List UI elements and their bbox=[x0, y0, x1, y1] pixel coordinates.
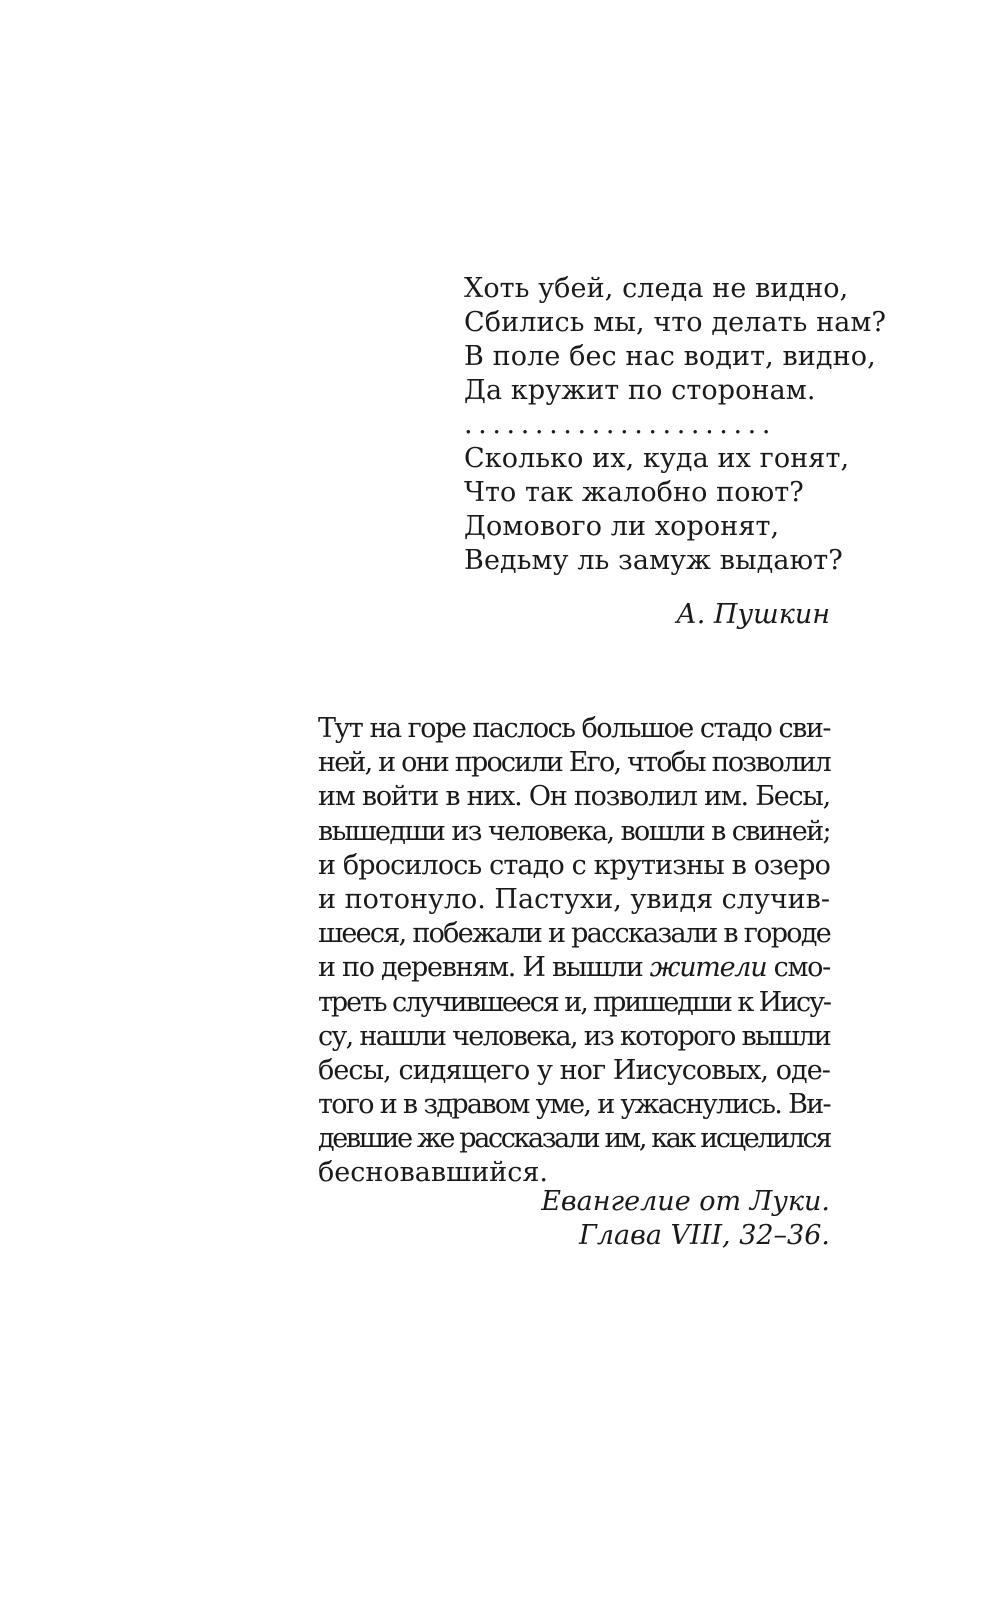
poem-line: Домового ли хоронят, bbox=[464, 511, 780, 542]
gospel-attribution-chapter: Глава VIII, 32–36. bbox=[578, 1220, 830, 1251]
gospel-line-text: и по деревням. И вышли bbox=[318, 952, 650, 984]
poem-ellipsis-divider: ...................... bbox=[464, 409, 777, 440]
gospel-line: Тут на горе паслось большое стадо сви- bbox=[318, 713, 830, 744]
gospel-line: су, нашли человека, из которого вышли bbox=[318, 1020, 830, 1052]
poem-line: Да кружит по сторонам. bbox=[464, 375, 816, 406]
gospel-line: шееся, побежали и рассказали в городе bbox=[318, 918, 830, 950]
gospel-line: треть случившееся и, пришедши к Иису- bbox=[318, 986, 830, 1018]
gospel-line: того и в здравом уме, и ужаснулись. Ви- bbox=[318, 1089, 830, 1121]
gospel-line: вышедши из человека, вошли в свиней; bbox=[318, 815, 830, 847]
poem-line: В поле бес нас водит, видно, bbox=[464, 341, 876, 372]
gospel-line-with-emphasis bbox=[318, 951, 830, 985]
poem-epigraph bbox=[464, 272, 887, 578]
poem-line: Что так жалобно поют? bbox=[464, 477, 804, 508]
poem-line: Хоть убей, следа не видно, bbox=[464, 273, 849, 304]
gospel-line: бесы, сидящего у ног Иисусовых, оде- bbox=[318, 1054, 830, 1086]
emphasized-word: жители bbox=[649, 952, 767, 984]
gospel-line: и потонуло. Пастухи, увидя случив- bbox=[318, 883, 830, 915]
gospel-line: ней, и они просили Его, чтобы позволил bbox=[318, 747, 830, 779]
poem-attribution: А. Пушкин bbox=[676, 599, 830, 630]
poem-line: Ведьму ль замуж выдают? bbox=[464, 545, 843, 576]
poem-line: Сколько их, куда их гонят, bbox=[464, 443, 850, 474]
gospel-line: девшие же рассказали им, как исцелился bbox=[318, 1123, 830, 1155]
gospel-attribution bbox=[541, 1185, 830, 1253]
gospel-epigraph bbox=[318, 712, 830, 1191]
gospel-line: и бросилось стадо с крутизны в озеро bbox=[318, 849, 830, 881]
gospel-line-text: смо- bbox=[766, 952, 830, 984]
gospel-attribution-source: Евангелие от Луки. bbox=[541, 1186, 830, 1217]
gospel-line: бесновавшийся. bbox=[318, 1157, 548, 1189]
gospel-line: им войти в них. Он позволил им. Бесы, bbox=[318, 781, 830, 813]
poem-line: Сбились мы, что делать нам? bbox=[464, 307, 887, 338]
